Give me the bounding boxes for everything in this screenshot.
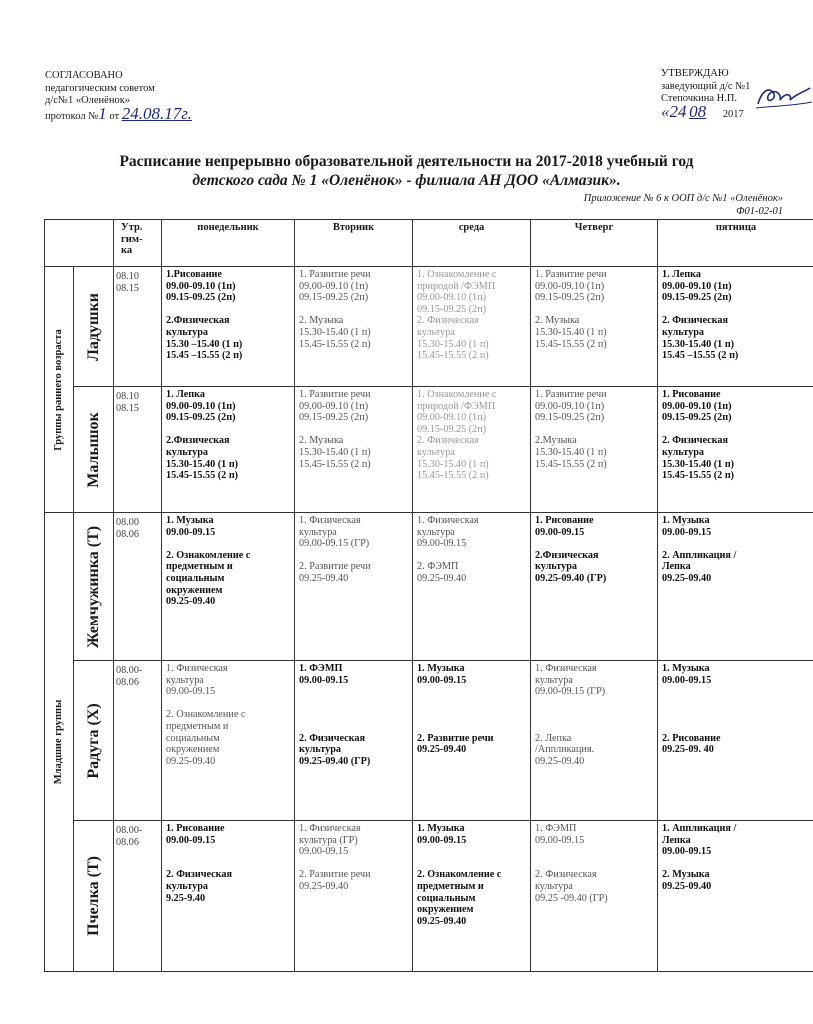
line-gap (662, 424, 810, 436)
lesson-line: 09.15-09.25 (2п) (662, 292, 732, 304)
lesson-line: 2. Музыка (662, 869, 710, 881)
lesson-line: 2. ФЭМП (417, 561, 459, 573)
lesson-cell (413, 267, 531, 387)
lesson-cell (295, 267, 413, 387)
line-gap (662, 858, 810, 870)
lesson-line: 15.45 –15.55 (2 п) (662, 350, 739, 362)
group-row (45, 387, 813, 513)
lesson-line: 09.15-09.25 (2п) (299, 412, 369, 424)
lesson-line: 1. Физическая (166, 663, 228, 674)
lesson-line: 09.00-09.10 (1п) (417, 292, 487, 304)
group-name: Пчелка (Т) (84, 856, 102, 936)
morning-exercise-time (114, 387, 162, 513)
lesson-line: 09.15-09.25 (2п) (417, 423, 487, 435)
lesson-line: 2. Музыка (299, 435, 344, 447)
age-category-label: Младшие группы (53, 699, 65, 785)
line-gap (535, 424, 653, 436)
lesson-line: 2. Ознакомление с (417, 869, 502, 881)
time-line: 08.15 (116, 282, 139, 294)
appendix-line-1: Приложение № 6 к ООП д/с №1 «Оленёнок» (583, 193, 783, 204)
lesson-cell (162, 821, 295, 972)
lesson-line: 09.25-09. 40 (662, 744, 714, 756)
line-gap (535, 304, 653, 316)
lesson-line: 1. Физическая (299, 515, 361, 526)
lesson-cell (413, 387, 531, 513)
lesson-line: 15.30-15.40 (1 п) (662, 338, 735, 350)
group-name: Радуга (Х) (84, 702, 102, 779)
group-name-cell (74, 387, 114, 513)
lesson-line: 15.45-15.55 (2 п) (535, 458, 607, 470)
lesson-cell (295, 661, 413, 821)
line-gap (535, 846, 653, 858)
header-utr-line: Утр. (121, 222, 143, 233)
lesson-line: 09.00-09.15 (299, 846, 349, 858)
lesson-line: 09.25-09.40 (417, 915, 467, 927)
lesson-line: 15.30-15.40 (1 п) (417, 458, 489, 470)
lesson-cell (162, 513, 295, 661)
lesson-cell (295, 387, 413, 513)
agreed-label: СОГЛАСОВАНО (45, 70, 123, 81)
header-row (45, 220, 813, 267)
lesson-line: культура (417, 326, 455, 338)
lesson-line: 2. Физическая (662, 435, 729, 447)
lesson-line: 1. Рисование (166, 823, 225, 834)
group-row (45, 821, 813, 972)
lesson-line: окружением (166, 584, 223, 596)
lesson-cell (531, 661, 658, 821)
lesson-line: 09.00-09.10 (1п) (299, 280, 369, 292)
group-name: Малышок (84, 411, 102, 488)
lesson-line: 1. Физическая (417, 515, 479, 526)
group-row (45, 661, 813, 821)
morning-exercise-time (114, 513, 162, 661)
line-gap (662, 698, 810, 710)
lesson-cell (413, 821, 531, 972)
lesson-line: 1.Рисование (166, 269, 222, 280)
line-gap (417, 698, 526, 710)
group-row (45, 513, 813, 661)
header-corner (45, 220, 114, 267)
lesson-line: 15.30-15.40 (1 п) (417, 338, 489, 350)
approval-year: 2017 (722, 108, 744, 120)
line-gap (299, 709, 408, 721)
lesson-line: 09.00-09.15 (ГР) (535, 686, 606, 698)
lesson-line: культура (662, 326, 705, 338)
lesson-cell (413, 661, 531, 821)
group-name-cell (74, 821, 114, 972)
protocol-line (45, 103, 192, 124)
morning-exercise-time (114, 267, 162, 387)
title-line-2: детского сада № 1 «Оленёнок» - филиала АН ДОО «Алмазик». (192, 172, 621, 189)
lesson-line: 1. Музыка (662, 515, 710, 526)
form-code: Ф01-02-01 (736, 206, 783, 217)
lesson-line: 15.30 –15.40 (1 п) (166, 338, 243, 350)
lesson-line: социальным (166, 732, 220, 744)
lesson-line: Лепка (662, 561, 691, 573)
line-gap (299, 698, 408, 710)
approval-block-left (45, 70, 192, 123)
lesson-line: 1. Ознакомление с (417, 389, 497, 400)
header-utr-line: ка (121, 245, 133, 257)
lesson-line: предметным и (417, 880, 484, 892)
header-day: Четверг (531, 220, 658, 267)
lesson-line: 2. Физическая (299, 732, 366, 744)
protocol-prefix: протокол № (45, 110, 99, 122)
lesson-line: природой /ФЭМП (417, 280, 496, 292)
lesson-line: культура (166, 446, 209, 458)
lesson-line: 09.00-09.10 (1п) (166, 400, 236, 412)
lesson-line: 09.00-09.15 (417, 674, 467, 686)
lesson-line: 15.30-15.40 (1 п) (299, 326, 371, 338)
lesson-line: 9.25-9.40 (166, 892, 206, 904)
lesson-cell (162, 661, 295, 821)
line-gap (535, 538, 653, 550)
lesson-cell (658, 387, 813, 513)
lesson-line: культура (166, 880, 209, 892)
lesson-line: 09.00-09.15 (ГР) (299, 538, 370, 550)
lesson-line: 09.00-09.15 (662, 846, 712, 858)
lesson-line: 1. Музыка (166, 515, 214, 526)
lesson-cell (531, 821, 658, 972)
line-gap (417, 709, 526, 721)
line-gap (417, 858, 526, 870)
time-line: 08.06 (116, 836, 139, 848)
council-label: педагогическим советом (45, 82, 155, 94)
line-gap (417, 846, 526, 858)
morning-exercise-time (114, 661, 162, 821)
line-gap (166, 846, 290, 858)
head-label: заведующий д/с №1 (661, 80, 751, 92)
lesson-line: 2. Физическая (417, 435, 479, 447)
lesson-line: 1. Развитие речи (299, 269, 371, 280)
lesson-cell (658, 513, 813, 661)
lesson-line: 09.25-09.40 (535, 755, 585, 767)
lesson-line: 15.30-15.40 (1 п) (535, 326, 607, 338)
lesson-line: 09.00-09.10 (1п) (417, 412, 487, 424)
lesson-line: 09.00-09.10 (1п) (662, 400, 732, 412)
line-gap (166, 424, 290, 436)
lesson-line: 09.25-09.40 (662, 572, 712, 584)
lesson-line: предметным и (166, 561, 233, 573)
line-gap (166, 858, 290, 870)
lesson-line: культура (299, 526, 337, 538)
time-line: 08.06 (116, 528, 139, 540)
schedule-table (44, 219, 813, 972)
lesson-cell (658, 267, 813, 387)
lesson-line: 2.Физическая (166, 435, 230, 447)
line-gap (299, 686, 408, 698)
lesson-line: 2. Ознакомление с (166, 709, 246, 721)
lesson-line: 09.00-09.15 (535, 526, 585, 538)
lesson-line: культура (299, 744, 342, 756)
page-title (0, 152, 813, 190)
lesson-line: 15.30-15.40 (1 п) (299, 446, 371, 458)
lesson-cell (162, 387, 295, 513)
lesson-line: 15.45-15.55 (2 п) (299, 338, 371, 350)
group-name-cell (74, 513, 114, 661)
protocol-date: 24.08.17г. (121, 103, 192, 123)
lesson-line: предметным и (166, 720, 229, 732)
lesson-line: 09.25 -09.40 (ГР) (535, 892, 608, 904)
lesson-line: 1. Развитие речи (535, 269, 607, 280)
header-day: среда (413, 220, 531, 267)
lesson-line: 15.45-15.55 (2 п) (299, 458, 371, 470)
line-gap (662, 721, 810, 733)
lesson-line: окружением (166, 744, 220, 756)
kindergarten-label: д/с№1 «Оленёнок» (45, 95, 131, 106)
line-gap (417, 550, 526, 562)
lesson-line: 15.45-15.55 (2 п) (417, 470, 489, 482)
line-gap (662, 709, 810, 721)
lesson-line: природой /ФЭМП (417, 400, 496, 412)
lesson-line: 15.45-15.55 (2 п) (166, 470, 239, 482)
lesson-cell (413, 513, 531, 661)
lesson-line: 09.15-09.25 (2п) (662, 412, 732, 424)
lesson-line: 09.15-09.25 (2п) (417, 303, 487, 315)
line-gap (535, 698, 653, 710)
lesson-line: 09.00-09.15 (166, 526, 216, 538)
time-line: 08.10 (116, 391, 139, 402)
lesson-line: 09.25-09.40 (ГР) (299, 755, 371, 767)
head-name: Степочкина Н.П. (661, 93, 738, 104)
lesson-line: 1. Аппликация / (662, 823, 737, 834)
lesson-line: социальным (166, 572, 225, 584)
time-line: 08.00 (116, 517, 139, 528)
lesson-line: 15.30-15.40 (1 п) (166, 458, 239, 470)
lesson-line: 09.00-09.10 (1п) (662, 280, 732, 292)
lesson-line: 09.00-09.10 (1п) (299, 400, 369, 412)
title-line-1: Расписание непрерывно образовательной деятельности на 2017-2018 учебный год (119, 153, 694, 170)
line-gap (299, 721, 408, 733)
header-day: Вторник (295, 220, 413, 267)
group-name-cell (74, 267, 114, 387)
approval-date-line (661, 101, 750, 122)
lesson-line: 15.45 –15.55 (2 п) (166, 350, 243, 362)
approval-month: 08 (689, 101, 707, 121)
approval-day: «24 (661, 101, 687, 121)
lesson-line: культура (417, 446, 455, 458)
schedule-body (45, 220, 813, 972)
appendix-note (584, 192, 783, 218)
lesson-line: социальным (417, 892, 476, 904)
lesson-cell (658, 661, 813, 821)
time-line: 08.06 (116, 676, 139, 688)
time-line: 08.00- (116, 825, 143, 836)
lesson-line: 09.25-09.40 (662, 880, 712, 892)
lesson-line: 09.15-09.25 (2п) (299, 292, 369, 304)
header-morning-exercise (114, 220, 162, 267)
lesson-line: 09.00-09.15 (662, 674, 712, 686)
lesson-line: 09.00-09.15 (662, 526, 712, 538)
lesson-cell (295, 513, 413, 661)
lesson-line: 15.45-15.55 (2 п) (417, 350, 489, 362)
lesson-line: 09.15-09.25 (2п) (535, 292, 605, 304)
line-gap (662, 538, 810, 550)
line-gap (662, 686, 810, 698)
lesson-line: 2. Физическая (662, 315, 729, 327)
lesson-cell (162, 267, 295, 387)
lesson-line: 09.25-09.40 (299, 572, 349, 584)
line-gap (417, 686, 526, 698)
lesson-line: 1. Развитие речи (299, 389, 371, 400)
lesson-line: 1. Развитие речи (535, 389, 607, 400)
line-gap (299, 424, 408, 436)
lesson-line: культура (662, 446, 705, 458)
lesson-line: Лепка (662, 834, 691, 846)
lesson-line: 2. Аппликация / (662, 549, 737, 561)
lesson-line: 09.25-09.40 (299, 880, 349, 892)
protocol-number: 1 (98, 103, 107, 123)
lesson-line: 2.Физическая (535, 549, 599, 561)
lesson-line: 2. Физическая (535, 869, 597, 881)
line-gap (166, 304, 290, 316)
lesson-line: 2. Развитие речи (299, 561, 371, 573)
lesson-line: 09.25-09.40 (166, 755, 216, 767)
lesson-line: культура (535, 880, 573, 892)
group-name: Ладушки (84, 292, 102, 361)
lesson-line: 1. Лепка (166, 389, 205, 400)
lesson-line: 2.Музыка (535, 435, 577, 447)
lesson-line: 09.15-09.25 (2п) (535, 412, 605, 424)
line-gap (299, 858, 408, 870)
lesson-line: 1. Рисование (662, 389, 721, 400)
lesson-line: 15.45-15.55 (2 п) (535, 338, 607, 350)
lesson-line: 1. Физическая (535, 663, 597, 674)
age-category-cell (45, 267, 74, 513)
age-category-cell (45, 513, 74, 972)
lesson-line: 2.Физическая (166, 315, 230, 327)
header-day: понедельник (162, 220, 295, 267)
lesson-line: окружением (417, 904, 474, 916)
time-line: 08.00- (116, 665, 143, 676)
header-utr-line: гим- (121, 233, 143, 245)
line-gap (166, 538, 290, 550)
line-gap (299, 304, 408, 316)
line-gap (299, 550, 408, 562)
protocol-from: от (106, 110, 122, 122)
lesson-line: культура (166, 326, 209, 338)
line-gap (535, 721, 653, 733)
lesson-cell (531, 387, 658, 513)
lesson-cell (531, 267, 658, 387)
lesson-line: 09.00-09.15 (166, 686, 216, 698)
lesson-line: культура (166, 674, 204, 686)
group-row (45, 267, 813, 387)
lesson-cell (531, 513, 658, 661)
lesson-line: 1. Музыка (417, 823, 465, 834)
lesson-line: 15.45-15.55 (2 п) (662, 470, 735, 482)
line-gap (535, 858, 653, 870)
lesson-line: 2. Лепка (535, 732, 572, 744)
lesson-line: 2. Рисование (662, 732, 721, 744)
lesson-cell (295, 821, 413, 972)
lesson-line: культура (535, 561, 578, 573)
header-day: пятница (658, 220, 813, 267)
signature-icon (752, 82, 813, 112)
lesson-line: 2. Ознакомление с (166, 549, 251, 561)
lesson-line: 09.00-09.10 (1п) (535, 280, 605, 292)
lesson-line: 09.00-09.15 (417, 538, 467, 550)
lesson-line: 2. Физическая (166, 869, 233, 881)
lesson-line: /Аппликация. (535, 744, 595, 756)
line-gap (417, 721, 526, 733)
lesson-line: 09.00-09.15 (166, 834, 216, 846)
lesson-line: 09.25-09.40 (417, 744, 467, 756)
lesson-line: культура (ГР) (299, 834, 358, 846)
lesson-cell (658, 821, 813, 972)
approval-block-right (661, 68, 750, 121)
age-category-label: Группы раннего возраста (53, 328, 65, 451)
lesson-line: 2. Развитие речи (417, 732, 494, 744)
lesson-line: 09.00-09.15 (535, 834, 585, 846)
lesson-line: 1. Ознакомление с (417, 269, 497, 280)
lesson-line: 2. Физическая (417, 315, 479, 327)
morning-exercise-time (114, 821, 162, 972)
group-name-cell (74, 661, 114, 821)
lesson-line: 1. Музыка (662, 663, 710, 674)
time-line: 08.15 (116, 402, 139, 414)
lesson-line: 2. Музыка (299, 315, 344, 327)
lesson-line: 1. Физическая (299, 823, 361, 834)
lesson-line: 09.25-09.40 (166, 596, 216, 608)
lesson-line: 09.00-09.10 (1п) (535, 400, 605, 412)
line-gap (535, 709, 653, 721)
lesson-line: 09.25-09.40 (417, 572, 467, 584)
lesson-line: 1. ФЭМП (535, 823, 577, 834)
lesson-line: культура (417, 526, 455, 538)
line-gap (662, 304, 810, 316)
lesson-line: 15.30-15.40 (1 п) (535, 446, 607, 458)
lesson-line: 09.00-09.15 (299, 674, 349, 686)
lesson-line: 09.25-09.40 (ГР) (535, 572, 607, 584)
lesson-line: 09.00-09.10 (1п) (166, 280, 236, 292)
lesson-line: 1. Лепка (662, 269, 701, 280)
lesson-line: 09.15-09.25 (2п) (166, 412, 236, 424)
lesson-line: 09.15-09.25 (2п) (166, 292, 236, 304)
lesson-line: 2. Музыка (535, 315, 580, 327)
approve-label: УТВЕРЖДАЮ (661, 68, 729, 79)
lesson-line: 15.30-15.40 (1 п) (662, 458, 735, 470)
lesson-line: 1. Музыка (417, 663, 465, 674)
lesson-line: 1. ФЭМП (299, 663, 343, 674)
lesson-line: 1. Рисование (535, 515, 594, 526)
lesson-line: 2. Развитие речи (299, 869, 371, 881)
lesson-line: 09.00-09.15 (417, 834, 467, 846)
time-line: 08.10 (116, 271, 139, 282)
group-name: Жемчужинка (Т) (84, 525, 102, 648)
line-gap (166, 698, 290, 710)
lesson-line: культура (535, 674, 573, 686)
